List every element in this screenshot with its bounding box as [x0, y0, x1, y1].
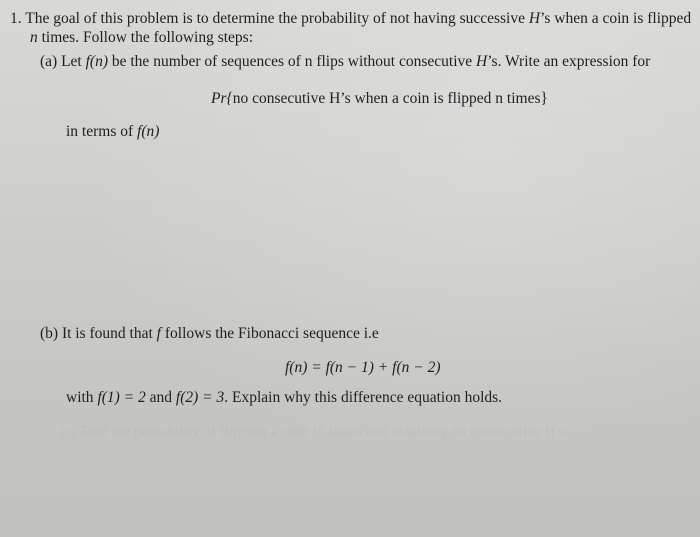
- part-a-text-3: ’s. Write an expression for: [487, 53, 651, 70]
- part-b-text-2: follows the Fibonacci sequence i.e: [160, 325, 379, 342]
- part-a-text-2: be the number of sequences of n flips without consecutive: [108, 53, 477, 70]
- prob-text: no consecutive H’s when a coin is flipped n times: [232, 90, 541, 107]
- var-h: H: [528, 10, 541, 27]
- terms-of-line: [66, 123, 159, 141]
- init-f2: f(2) = 3: [175, 389, 225, 406]
- part-b-label: (b): [40, 325, 59, 342]
- part-b-text-1: It is found that: [61, 325, 157, 342]
- part-a-question: [40, 53, 650, 71]
- terms-of-func: f(n): [137, 123, 160, 140]
- intro-text-2: ’s when a coin is flipped: [540, 10, 692, 27]
- part-c-bleedthrough: (c) Find the probability of flipping a coin 15 times and obtaining no consecutive H's.: [60, 424, 569, 440]
- var-n: n: [30, 29, 38, 46]
- prob-suffix: }: [540, 90, 548, 107]
- part-b-func: f: [156, 325, 161, 342]
- fibonacci-equation: f(n) = f(n − 1) + f(n − 2): [285, 359, 441, 376]
- part-a-label: (a): [40, 53, 58, 70]
- and-text: and: [145, 389, 176, 406]
- intro-text-1: The goal of this problem is to determine the probability of not having successive: [25, 10, 529, 27]
- with-text: with: [66, 389, 98, 406]
- problem-intro-line1: [10, 10, 691, 28]
- probability-expression: [211, 90, 548, 108]
- initial-conditions-line: [66, 389, 502, 407]
- init-f1: f(1) = 2: [97, 389, 146, 406]
- part-b-question: [40, 325, 379, 343]
- prob-prefix: Pr{: [211, 90, 233, 107]
- part-a-func: f(n): [85, 53, 108, 70]
- part-a-var-h: H: [476, 53, 488, 70]
- explain-text: . Explain why this difference equation holds.: [224, 389, 503, 406]
- problem-number: 1.: [10, 10, 22, 27]
- terms-of-text: in terms of: [66, 123, 138, 140]
- problem-intro-line2: [30, 29, 253, 47]
- part-a-text-1: Let: [61, 53, 86, 70]
- intro-text-3: times. Follow the following steps:: [37, 29, 254, 46]
